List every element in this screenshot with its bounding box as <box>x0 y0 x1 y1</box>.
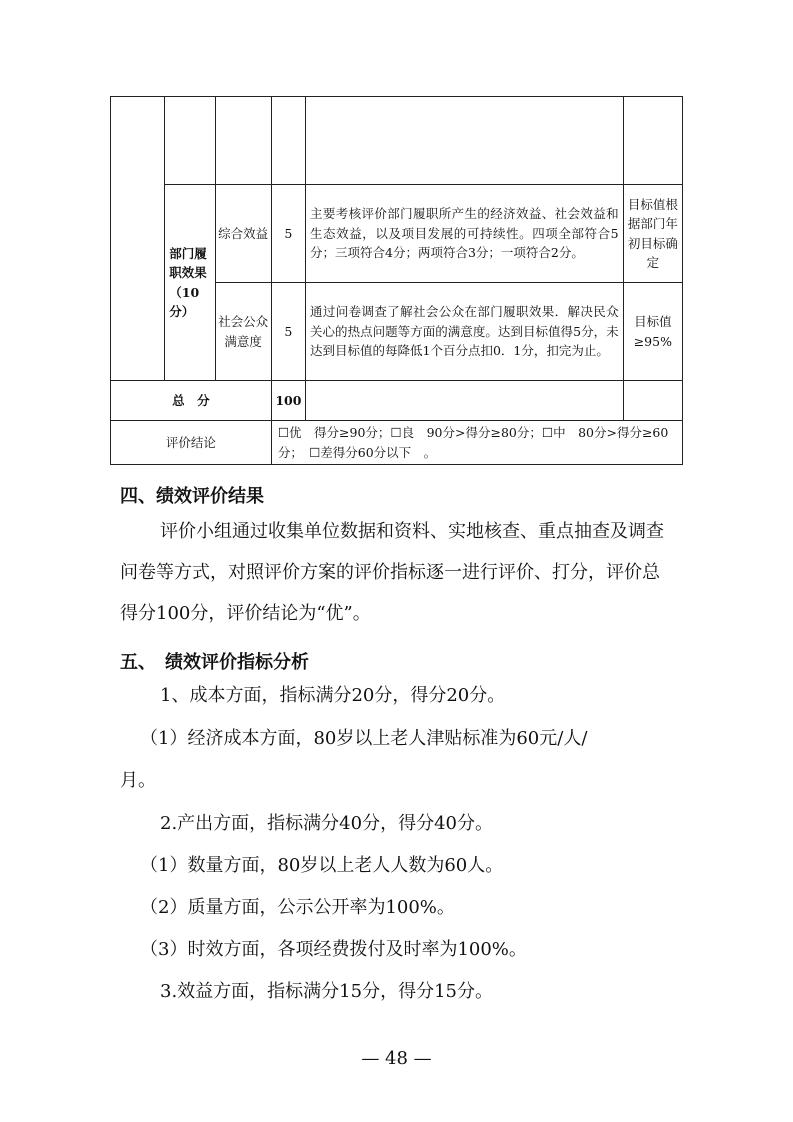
indicator-description: 通过问卷调查了解社会公众在部门履职效果．解决民众关心的热点问题等方面的满意度。达到目标值得5分，未达到目标值的每降低1个百分点扣0．1分，扣完为止。 <box>305 283 623 381</box>
table-cell-empty <box>215 97 271 185</box>
indicator-score: 5 <box>271 283 305 381</box>
paragraph-line: 问卷等方式，对照评价方案的评价指标逐一进行评价、打分，评价总 <box>120 562 660 583</box>
conclusion-row <box>111 421 683 465</box>
table-row <box>111 185 683 283</box>
conclusion-options: ☐优 得分≥90分；☐良 90分>得分≥80分；☐中 80分>得分≥60分； ☐差得分60分以下 。 <box>271 421 682 465</box>
table-cell-empty <box>165 97 215 185</box>
paragraph-line: 评价小组通过收集单位数据和资料、实地核查、重点抽查及调查 <box>160 521 664 542</box>
total-row <box>111 381 683 421</box>
indicator-standard: 目标值≥95% <box>623 283 682 381</box>
indicator-score: 5 <box>271 185 305 283</box>
total-label: 总 分 <box>111 381 272 421</box>
paragraph-line: 3.效益方面，指标满分15分，得分15分。 <box>160 981 493 1002</box>
paragraph-line: 2.产出方面，指标满分40分，得分40分。 <box>160 813 493 834</box>
table-cell-empty <box>305 97 623 185</box>
conclusion-label: 评价结论 <box>111 421 272 465</box>
paragraph-line: （1）数量方面，80岁以上老人人数为60人。 <box>140 855 504 876</box>
paragraph-line: （3）时效方面，各项经费拨付及时率为100%。 <box>140 939 527 960</box>
table-cell-empty <box>111 97 165 381</box>
paragraph-line: （2）质量方面，公示公开率为100%。 <box>140 897 455 918</box>
table-cell-empty <box>271 97 305 185</box>
total-score: 100 <box>271 381 305 421</box>
paragraph-line: 得分100分，评价结论为“优”。 <box>120 603 371 624</box>
table-cell-empty <box>305 381 623 421</box>
table-row <box>111 97 683 185</box>
evaluation-table <box>110 96 683 465</box>
indicator-name: 综合效益 <box>215 185 271 283</box>
paragraph-line: （1）经济成本方面，80岁以上老人津贴标准为60元/人/ <box>140 728 588 749</box>
table-cell-empty <box>623 381 682 421</box>
category-label: 部门履职效果（10分） <box>165 185 215 381</box>
page-number: — 48 — <box>361 1048 432 1069</box>
indicator-description: 主要考核评价部门履职所产生的经济效益、社会效益和生态效益，以及项目发展的可持续性。四项全部符合5分；三项符合4分；两项符合3分；一项符合2分。 <box>305 185 623 283</box>
section-4-heading: 四、绩效评价结果 <box>120 486 264 507</box>
indicator-standard: 目标值根据部门年初目标确定 <box>623 185 682 283</box>
section-5-heading: 五、 绩效评价指标分析 <box>120 652 309 673</box>
paragraph-line: 1、成本方面，指标满分20分，得分20分。 <box>160 685 506 706</box>
table-cell-empty <box>623 97 682 185</box>
paragraph-line: 月。 <box>120 770 156 791</box>
indicator-name: 社会公众满意度 <box>215 283 271 381</box>
